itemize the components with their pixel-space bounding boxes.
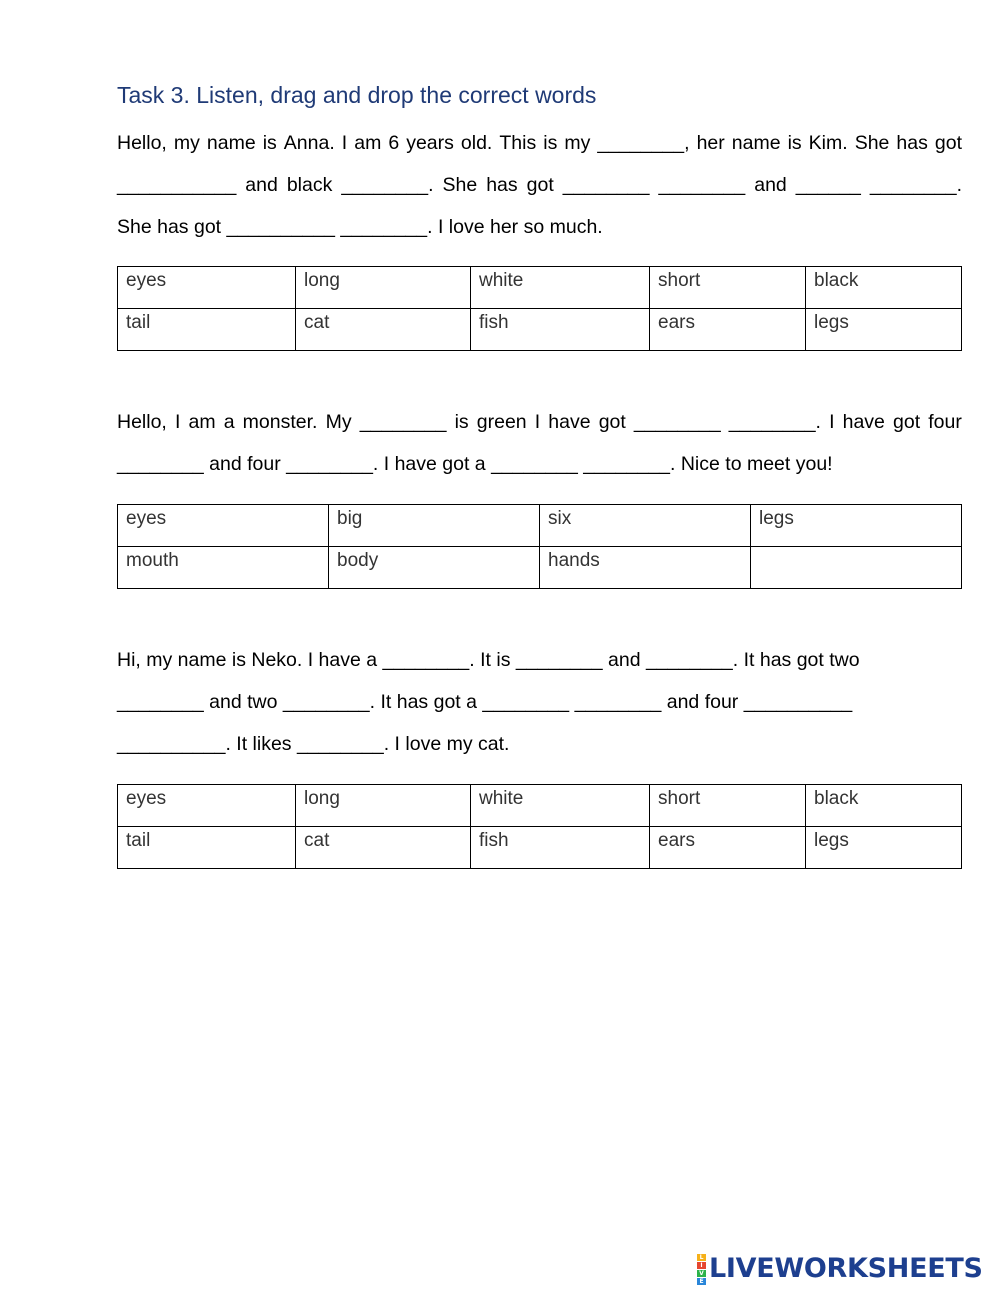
- passage-word: has: [486, 174, 518, 196]
- passage-word: My: [325, 411, 352, 433]
- passage-word: monster.: [242, 411, 318, 433]
- word-tile[interactable]: eyes: [118, 505, 329, 547]
- passage-line: [117, 164, 962, 206]
- passage-word: I: [174, 411, 181, 433]
- passage-word[interactable]: ________.: [341, 174, 434, 196]
- passage-word: black: [286, 174, 333, 196]
- passage-word[interactable]: ________: [633, 411, 721, 433]
- passage-monster: [117, 401, 962, 485]
- word-tile[interactable]: ears: [650, 309, 806, 351]
- word-tile[interactable]: fish: [471, 827, 650, 869]
- passage-word: name: [206, 132, 256, 154]
- word-tile[interactable]: long: [296, 267, 471, 309]
- word-bank-row: [118, 785, 962, 827]
- passage-word: a: [223, 411, 235, 433]
- passage-word: got: [893, 411, 921, 433]
- passage-word: am: [188, 411, 216, 433]
- passage-word: four: [928, 411, 962, 433]
- passage-word: years: [406, 132, 454, 154]
- word-bank-row: [118, 505, 962, 547]
- passage-word: got: [526, 174, 554, 196]
- passage-line: __________. It likes ________. I love my cat.: [117, 733, 510, 755]
- word-tile[interactable]: black: [806, 267, 962, 309]
- passage-word: has: [896, 132, 928, 154]
- passage-word: is: [262, 132, 277, 154]
- word-tile[interactable]: cat: [296, 309, 471, 351]
- word-tile[interactable]: short: [650, 785, 806, 827]
- passage-line: She has got __________ ________. I love her so much.: [117, 216, 603, 238]
- logo-block: E: [697, 1278, 706, 1285]
- passage-word: got: [934, 132, 962, 154]
- passage-neko: [117, 639, 962, 765]
- passage-line: ________ and two ________. It has got a ________ ________ and four __________: [117, 691, 853, 713]
- passage-word: is: [543, 132, 558, 154]
- passage-word: She: [854, 132, 890, 154]
- word-bank-1: [117, 266, 962, 351]
- passage-word: green: [476, 411, 527, 433]
- liveworksheets-logo: [697, 1254, 983, 1284]
- word-tile[interactable]: hands: [540, 547, 751, 589]
- passage-word: This: [499, 132, 537, 154]
- passage-word[interactable]: ________: [359, 411, 447, 433]
- logo-icon: [697, 1254, 706, 1285]
- word-bank-row: [118, 309, 962, 351]
- passage-word: She: [442, 174, 478, 196]
- passage-word[interactable]: ______: [795, 174, 861, 196]
- logo-block: V: [697, 1270, 706, 1277]
- word-bank-row: [118, 547, 962, 589]
- logo-text: LIVEWORKSHEETS: [709, 1253, 983, 1284]
- passage-word: I: [534, 411, 541, 433]
- word-tile[interactable]: tail: [118, 827, 296, 869]
- word-tile[interactable]: white: [471, 785, 650, 827]
- logo-block: I: [697, 1262, 706, 1269]
- word-bank-3: [117, 784, 962, 869]
- word-tile[interactable]: eyes: [118, 785, 296, 827]
- passage-word: Kim.: [808, 132, 848, 154]
- task-title: Task 3. Listen, drag and drop the correct words: [117, 82, 597, 108]
- word-tile[interactable]: black: [806, 785, 962, 827]
- passage-word: name: [731, 132, 781, 154]
- passage-word[interactable]: ________: [658, 174, 746, 196]
- passage-word: 6: [388, 132, 400, 154]
- word-tile[interactable]: long: [296, 785, 471, 827]
- passage-word: and: [754, 174, 787, 196]
- passage-word: Hello,: [117, 411, 167, 433]
- passage-word: is: [454, 411, 469, 433]
- word-tile[interactable]: big: [329, 505, 540, 547]
- passage-word[interactable]: ________,: [597, 132, 690, 154]
- word-tile[interactable]: ears: [650, 827, 806, 869]
- word-bank-row: [118, 267, 962, 309]
- word-tile[interactable]: fish: [471, 309, 650, 351]
- passage-word: Anna.: [283, 132, 335, 154]
- passage-line: ________ and four ________. I have got a ________ ________. Nice to meet you!: [117, 453, 833, 475]
- passage-anna: [117, 122, 962, 248]
- word-tile[interactable]: six: [540, 505, 751, 547]
- passage-word[interactable]: ________.: [728, 411, 821, 433]
- word-tile[interactable]: eyes: [118, 267, 296, 309]
- empty-cell: [751, 547, 962, 589]
- logo-block: L: [697, 1254, 706, 1261]
- passage-word: my: [173, 132, 200, 154]
- word-tile[interactable]: short: [650, 267, 806, 309]
- word-bank-2: [117, 504, 962, 589]
- passage-line: [117, 122, 962, 164]
- word-tile[interactable]: tail: [118, 309, 296, 351]
- passage-word: is: [787, 132, 802, 154]
- word-tile[interactable]: legs: [751, 505, 962, 547]
- passage-line: [117, 401, 962, 443]
- word-tile[interactable]: white: [471, 267, 650, 309]
- word-tile[interactable]: body: [329, 547, 540, 589]
- passage-word: Hello,: [117, 132, 167, 154]
- word-tile[interactable]: legs: [806, 309, 962, 351]
- word-tile[interactable]: legs: [806, 827, 962, 869]
- passage-line: Hi, my name is Neko. I have a ________. It is ________ and ________. It has got two: [117, 649, 860, 671]
- passage-word: and: [245, 174, 278, 196]
- passage-word[interactable]: ________: [562, 174, 650, 196]
- passage-word[interactable]: ___________: [117, 174, 237, 196]
- word-bank-row: [118, 827, 962, 869]
- word-tile[interactable]: mouth: [118, 547, 329, 589]
- passage-word: am: [354, 132, 382, 154]
- passage-word: my: [564, 132, 591, 154]
- passage-word: got: [598, 411, 626, 433]
- passage-word: her: [696, 132, 725, 154]
- passage-word: I: [341, 132, 348, 154]
- passage-word: old.: [460, 132, 493, 154]
- passage-word: have: [842, 411, 885, 433]
- word-tile[interactable]: cat: [296, 827, 471, 869]
- passage-word: have: [548, 411, 591, 433]
- passage-word: I: [829, 411, 835, 433]
- passage-word[interactable]: ________.: [869, 174, 962, 196]
